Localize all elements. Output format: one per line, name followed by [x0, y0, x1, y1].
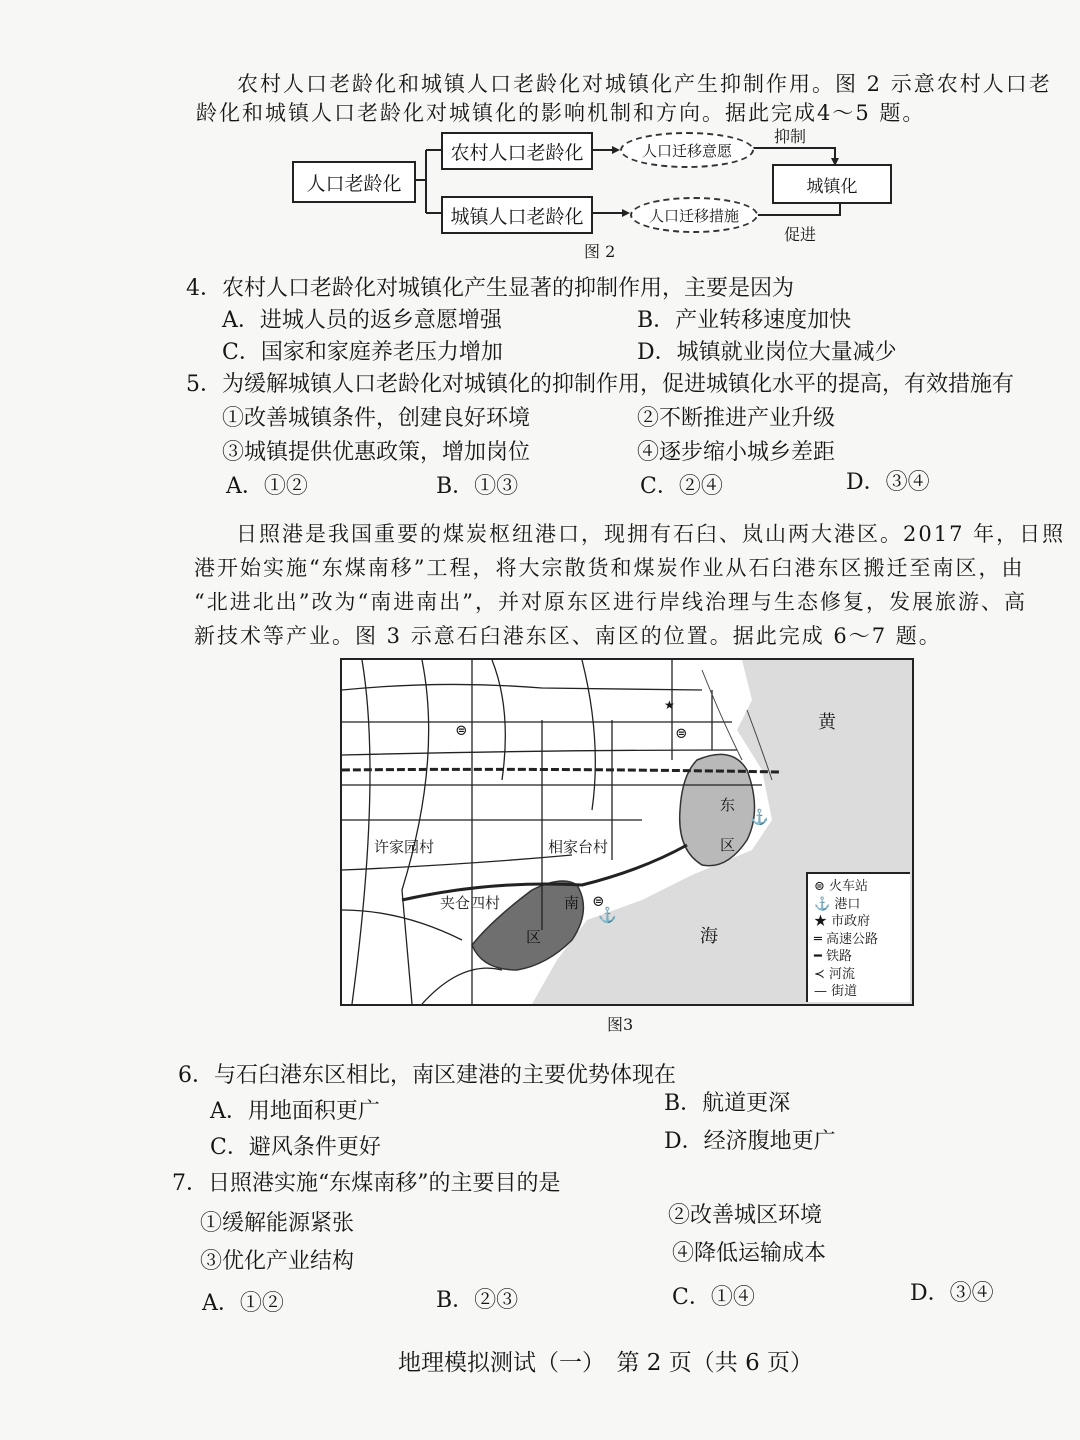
- q5-option-a: A．①②: [226, 474, 308, 499]
- node-urban-aging: 城镇人口老龄化: [441, 196, 593, 234]
- intro2-line-3: “北进北出”改为“南进南出”，并对原东区进行岸线治理与生态修复，发展旅游、高: [194, 590, 1027, 614]
- q7-option-d: D．③④: [910, 1281, 994, 1306]
- q5-item-4: ④逐步缩小城乡差距: [637, 440, 836, 465]
- q5-stem: 5．为缓解城镇人口老龄化对城镇化的抑制作用，促进城镇化水平的提高，有效措施有: [186, 372, 1014, 397]
- railway-station-icon: ⊜: [455, 721, 468, 739]
- intro2-line-2: 港开始实施“东煤南移”工程，将大宗散货和煤炭作业从石臼港东区搬迁至南区，由: [194, 556, 1025, 580]
- q7-item-2: ②改善城区环境: [668, 1203, 823, 1228]
- q4-option-d: D．城镇就业岗位大量减少: [637, 340, 897, 365]
- railway-symbol-icon: ━: [814, 949, 826, 964]
- village-label-xujiayuan: 许家园村: [374, 838, 435, 856]
- label-inhibit: 抑制: [774, 127, 807, 146]
- railway-station-icon: ⊜: [592, 892, 605, 910]
- legend-river: ≺ 河流: [814, 966, 856, 982]
- river-symbol-icon: ≺: [814, 966, 830, 982]
- legend-expressway: ═ 高速公路: [814, 931, 878, 947]
- node-rural-aging: 农村人口老龄化: [441, 132, 593, 170]
- label-promote: 促进: [784, 225, 817, 244]
- village-label-jiacangsi: 夹仓四村: [440, 894, 501, 912]
- q4-stem: 4．农村人口老龄化对城镇化产生显著的抑制作用，主要是因为: [186, 276, 794, 301]
- node-population-aging: 人口老龄化: [292, 161, 416, 203]
- legend-railway: ━ 铁路: [814, 949, 852, 964]
- port-icon: ⚓: [750, 808, 769, 826]
- q6-option-b: B．航道更深: [664, 1091, 791, 1116]
- city-government-icon: ★: [664, 698, 675, 712]
- q6-stem: 6．与石臼港东区相比，南区建港的主要优势体现在: [178, 1063, 676, 1088]
- q5-option-c: C．②④: [640, 474, 723, 499]
- sea-label-1: 黄: [818, 712, 836, 733]
- q4-option-c: C．国家和家庭养老压力增加: [222, 340, 503, 365]
- q6-option-d: D．经济腹地更广: [664, 1129, 836, 1154]
- port-icon: ⚓: [598, 906, 617, 924]
- q5-item-2: ②不断推进产业升级: [637, 406, 836, 431]
- page-footer: 地理模拟测试（一） 第 2 页（共 6 页）: [398, 1350, 814, 1376]
- node-migration-measures: 人口迁移措施: [630, 197, 758, 233]
- q7-item-1: ①缓解能源紧张: [200, 1211, 355, 1236]
- street-symbol-icon: —: [814, 984, 832, 999]
- railway-station-icon: ⊜: [814, 879, 830, 894]
- map-legend: [806, 872, 910, 1002]
- legend-port: ⚓ 港口: [814, 896, 861, 912]
- village-label-xiangjiatai: 相家台村: [548, 838, 609, 856]
- q6-option-c: C．避风条件更好: [210, 1135, 381, 1160]
- q7-option-b: B．②③: [436, 1288, 519, 1313]
- east-district-label-1: 东: [720, 796, 736, 814]
- intro2-line-4: 新技术等产业。图 3 示意石臼港东区、南区的位置。据此完成 6～7 题。: [194, 624, 942, 648]
- q4-option-b: B．产业转移速度加快: [637, 308, 852, 333]
- q4-option-a: A．进城人员的返乡意愿增强: [222, 308, 502, 333]
- legend-city-government: ★ 市政府: [814, 914, 871, 929]
- intro-line-1: 农村人口老龄化和城镇人口老龄化对城镇化产生抑制作用。图 2 示意农村人口老: [237, 72, 1052, 96]
- q5-item-3: ③城镇提供优惠政策，增加岗位: [222, 440, 531, 465]
- q7-option-a: A．①②: [202, 1291, 284, 1316]
- sea-label-2: 海: [700, 926, 718, 947]
- q5-option-d: D．③④: [846, 470, 930, 495]
- south-district-label-1: 南: [564, 894, 580, 912]
- intro-line-2: 龄化和城镇人口老龄化对城镇化的影响机制和方向。据此完成4～5 题。: [196, 101, 926, 125]
- q5-item-1: ①改善城镇条件，创建良好环境: [222, 406, 531, 431]
- legend-street: — 街道: [814, 984, 858, 999]
- node-migration-willingness: 人口迁移意愿: [620, 132, 754, 168]
- anchor-icon: ⚓: [814, 896, 835, 912]
- figure-3-map: [340, 658, 914, 1006]
- q7-option-c: C．①④: [672, 1285, 755, 1310]
- railway-station-icon: ⊜: [675, 724, 688, 742]
- expressway: [342, 769, 782, 772]
- south-district-label-2: 区: [526, 928, 542, 946]
- q7-item-3: ③优化产业结构: [200, 1249, 355, 1274]
- east-district-label-2: 区: [720, 836, 736, 854]
- intro2-line-1: 日照港是我国重要的煤炭枢纽港口，现拥有石臼、岚山两大港区。2017 年，日照: [236, 522, 1066, 546]
- q7-item-4: ④降低运输成本: [672, 1241, 827, 1266]
- q5-option-b: B．①③: [436, 474, 519, 499]
- legend-railway-station: ⊜ 火车站: [814, 879, 869, 894]
- q6-option-a: A．用地面积更广: [210, 1099, 380, 1124]
- node-urbanization: 城镇化: [772, 164, 892, 204]
- q7-stem: 7．日照港实施“东煤南移”的主要目的是: [172, 1171, 561, 1196]
- star-icon: ★: [814, 914, 832, 929]
- figure-2-caption: 图 2: [584, 242, 616, 261]
- expressway-symbol-icon: ═: [814, 931, 826, 947]
- figure-3-caption: 图3: [607, 1015, 634, 1034]
